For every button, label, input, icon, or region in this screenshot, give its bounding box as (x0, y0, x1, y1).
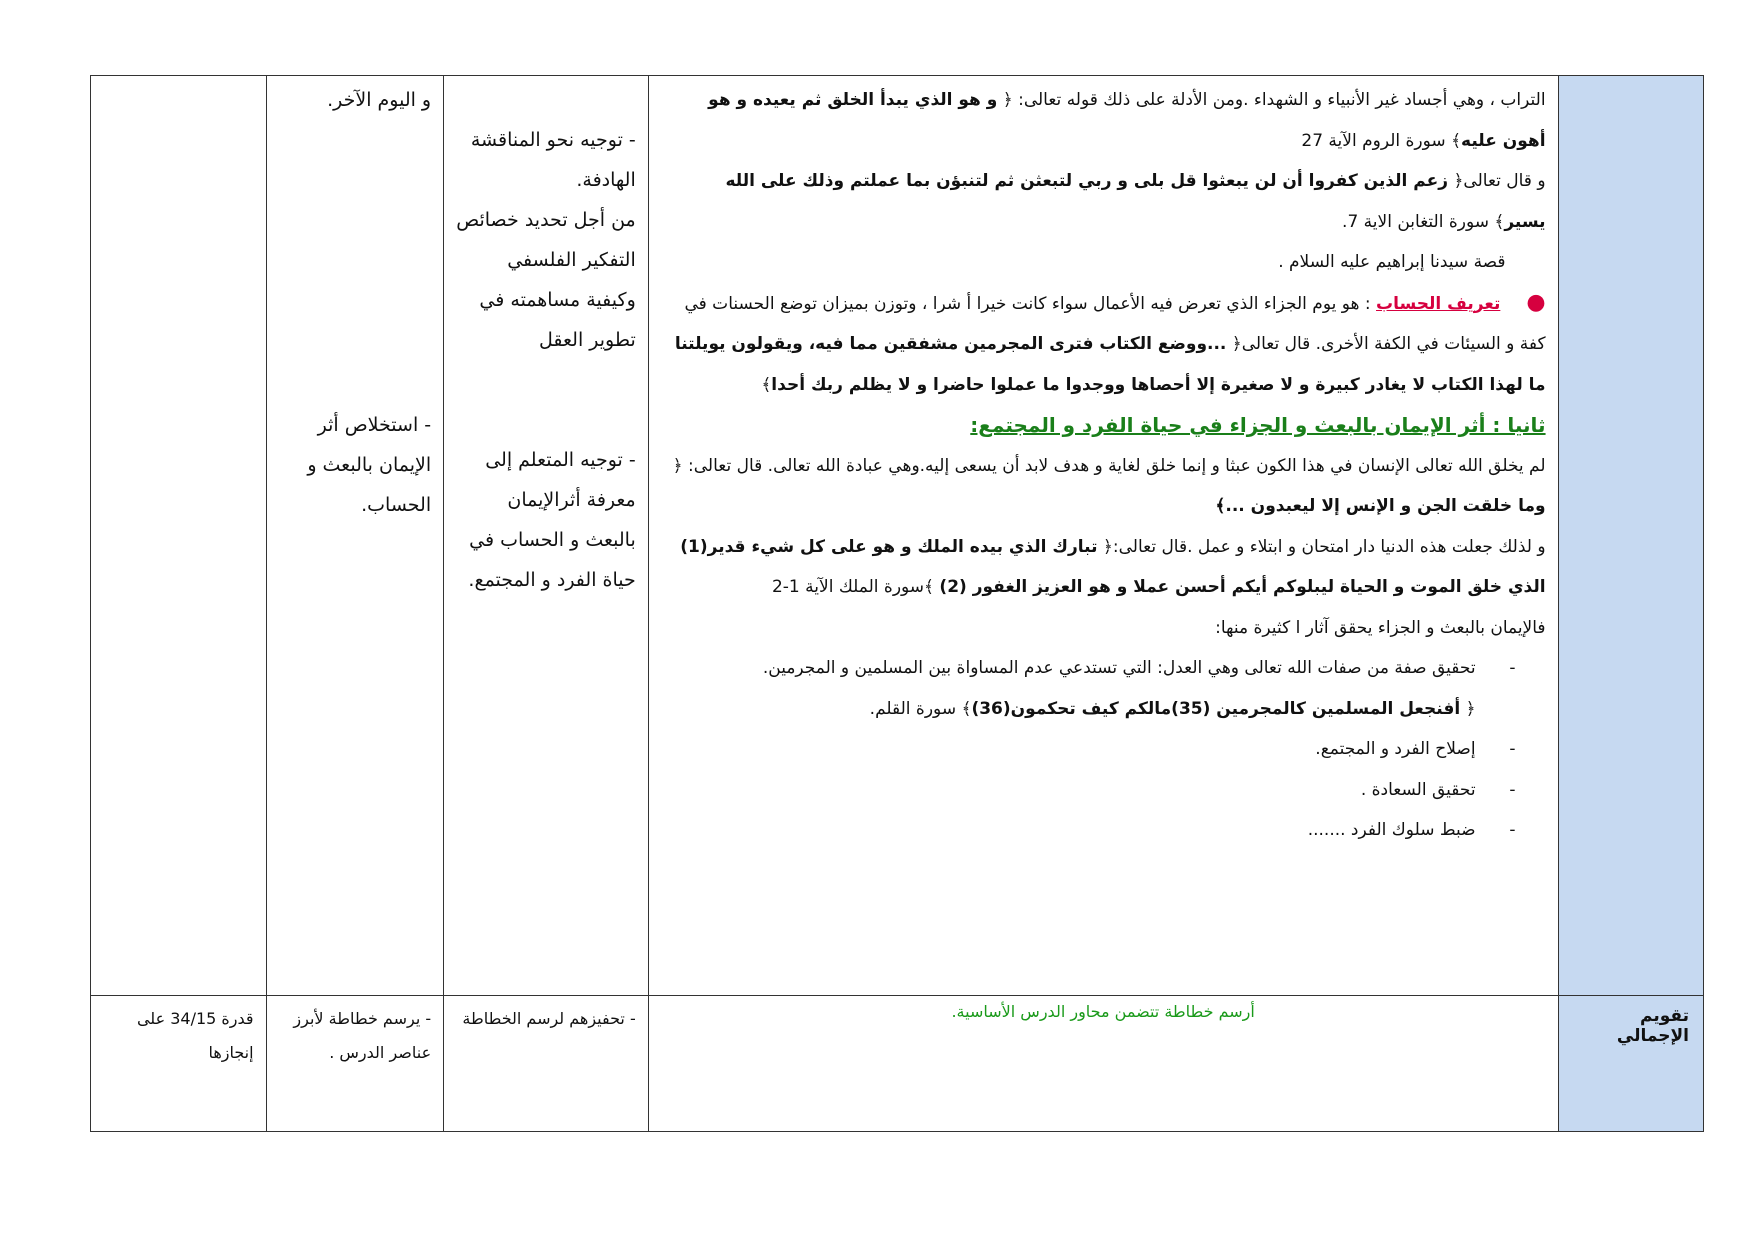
summary-activity-cell (444, 996, 649, 1132)
summary-task-cell (648, 996, 1558, 1132)
summary-evaluation-row (91, 996, 1704, 1132)
paragraph-effects-intro: فالإيمان بالبعث و الجزاء يحقق آثار ا كثيرة منها: (1215, 617, 1546, 638)
effect-item-justice: - تحقيق صفة من صفات الله تعالى وهي العدل: التي تستدعي عدم المساواة بين المسلمين و المجرمين. (671, 648, 1546, 689)
verse-rum: و هو الذي يبدأ الخلق ثم يعيده و هو أهون عليه (708, 90, 1546, 151)
summary-activity-text: - تحفيزهم لرسم الخطاطة (462, 1009, 636, 1028)
activity-purpose: من أجل تحديد خصائص التفكير الفلسفي وكيفية مساهمته في تطوير العقل (456, 209, 636, 351)
content-row (91, 76, 1704, 996)
verse-qalam: أفنجعل المسلمين كالمجرمين (35)مالكم كيف تحكمون(36) (971, 698, 1461, 719)
activity-guidance: - توجيه المتعلم إلى معرفة أثرالإيمان بالبعث و الحساب في حياة الفرد و المجتمع. (468, 449, 636, 591)
bullet-icon: ● (1526, 289, 1546, 315)
paragraph-test-world: و لذلك جعلت هذه الدنيا دار امتحان و ابتلاء و عمل .قال تعالى:﴿ تبارك الذي بيده الملك و هو على كل شيء قدير(1) الذي خلق الموت و الحياة ليبلوكم أيكم أحسن عملا و هو العزيز الغفور (2) ﴾سورة الملك الآية 1-2 (680, 536, 1546, 597)
activity-discussion: - توجيه نحو المناقشة الهادفة. (470, 129, 636, 191)
verse-mulk: تبارك الذي بيده الملك و هو على كل شيء قدير(1) الذي خلق الموت و الحياة ليبلوكم أيكم أحسن عملا و هو العزيز الغفور (2) (680, 536, 1546, 597)
summary-goal-text: - يرسم خطاطة لأبرز عناصر الدرس . (293, 1009, 432, 1062)
evaluation-cell-empty (91, 76, 267, 996)
row-header-empty (1558, 76, 1703, 996)
effect-item-happiness: - تحقيق السعادة . (671, 770, 1546, 811)
verse-qalam-line: ﴿ أفنجعل المسلمين كالمجرمين (35)مالكم كيف تحكمون(36)﴾ سورة القلم. (869, 698, 1476, 719)
verse-kahf: ...ووضع الكتاب فترى المجرمين مشفقين مما فيه، ويقولون يويلتنا ما لهذا الكتاب لا يغادر كبيرة و لا صغيرة إلا أحصاها ووجدوا ما عملوا حاضرا و لا يظلم ربك أحدا (674, 334, 1546, 395)
goal-last-day: و اليوم الآخر. (327, 89, 432, 111)
dash-icon: - (1509, 658, 1516, 678)
summary-eval-cell (91, 996, 267, 1132)
dash-icon: - (1509, 820, 1516, 840)
paragraph-hisab-definition: ●تعريف الحساب : هو يوم الجزاء الذي تعرض فيه الأعمال سواء كانت خيرا أ شرا ، وتوزن بميزان توضع الحسنات في كفة و السيئات في الكفة الأخرى. قال تعالى﴿ ...ووضع الكتاب فترى المجرمين مشفقين مما فيه، ويقولون يويلتنا ما لهذا الكتاب لا يغادر كبيرة و لا صغيرة إلا أحصاها ووجدوا ما عملوا حاضرا و لا يظلم ربك أحدا﴾ (674, 289, 1546, 395)
verse-taghabun: زعم الذين كفروا أن لن يبعثوا قل بلى و ربي لتبعثن ثم لتنبؤن بما عملتم وذلك على الله يسير (725, 171, 1546, 232)
summary-eval-text: قدرة 34/15 على إنجازها (136, 1009, 254, 1062)
summary-evaluation-label: تقويم الإجمالي (1616, 1006, 1689, 1046)
dash-icon: - (1509, 779, 1516, 800)
lesson-plan-table (90, 75, 1704, 1132)
goal-effect: - استخلاص أثر الإيمان بالبعث و الحساب. (307, 414, 432, 516)
dash-icon: - (1509, 739, 1516, 759)
paragraph-purpose: لم يخلق الله تعالى الإنسان في هذا الكون عبثا و إنما خلق لغاية و هدف لابد أن يسعى إليه.وهي عبادة الله تعالى. قال تعالى: ﴿ وما خلقت الجن و الإنس إلا ليعبدون ...﴾ (672, 455, 1546, 516)
lesson-content-cell (648, 76, 1558, 996)
effect-item-behavior: - ضبط سلوك الفرد ....... (671, 810, 1546, 851)
teacher-activities-cell (444, 76, 649, 996)
paragraph-resurrection-evidence: التراب ، وهي أجساد غير الأنبياء و الشهداء .ومن الأدلة على ذلك قوله تعالى: ﴿ و هو الذي يبدأ الخلق ثم يعيده و هو أهون عليه﴾ سورة الروم الآية 27 (708, 90, 1546, 151)
verse-dhariyat: وما خلقت الجن و الإنس إلا ليعبدون ... (1225, 496, 1546, 516)
summary-task-text: أرسم خطاطة تتضمن محاور الدرس الأساسية. (951, 1002, 1255, 1021)
paragraph-taghabun: و قال تعالى﴿ زعم الذين كفروا أن لن يبعثوا قل بلى و ربي لتبعثن ثم لتنبؤن بما عملتم وذلك على الله يسير﴾ سورة التغابن الاية 7. (725, 171, 1546, 232)
row-header-summary (1558, 996, 1703, 1132)
effect-item-reform: - إصلاح الفرد و المجتمع. (671, 729, 1546, 770)
paragraph-ibrahim-story: قصة سيدنا إبراهيم عليه السلام . (1278, 252, 1506, 272)
learner-goals-cell (266, 76, 444, 996)
definition-label: تعريف الحساب (1376, 293, 1501, 314)
summary-goal-cell (266, 996, 444, 1132)
section-heading-2: ثانيا : أثر الإيمان بالبعث و الجزاء في حياة الفرد و المجتمع: (970, 413, 1546, 437)
